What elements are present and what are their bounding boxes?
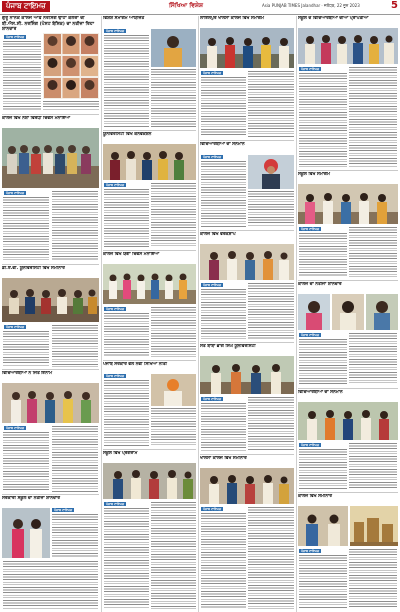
source-badge: ਪੰਜਾਬ ਟਾਇਮਜ਼: [54, 508, 73, 512]
student-portrait: [332, 294, 364, 330]
dateline: Asia PUNJAB TIMES Jalandhar · ਜਲੰਧਰ, 22 ਜੂਨ 2023: [262, 3, 360, 8]
article-text: [104, 380, 149, 446]
source-badge: ਪੰਜਾਬ ਟਾਇਮਜ਼: [203, 155, 222, 159]
college-event-photo: [200, 28, 294, 68]
headline: ਸਕੂਲ ਵਿਖੇ ਪ੍ਰੋਗਰਾਮ: [103, 451, 138, 456]
source-badge: ਪੰਜਾਬ ਟਾਇਮਜ਼: [106, 502, 125, 506]
article-text: [3, 432, 49, 492]
source-badge: ਪੰਜਾਬ ਟਾਇਮਜ਼: [6, 426, 25, 430]
article-text: [3, 41, 41, 111]
article-text: [201, 161, 246, 227]
article-text: [151, 69, 196, 127]
section-rule: [298, 388, 398, 389]
headline: ਸਕੂਲ ਵਿਖੇ ਸਮਾਗਮ: [298, 172, 330, 177]
source-badge: ਪੰਜਾਬ ਟਾਇਮਜ਼: [203, 397, 222, 401]
workshop-photo: [200, 244, 294, 280]
article-text: [3, 197, 49, 261]
article-text: [201, 77, 246, 137]
convocation-photo: [103, 144, 196, 180]
article-text: [299, 73, 347, 167]
headline: ਵਿਦਿਆਰਥੀਆਂ ਨੇ ਜਿੱਤੇ ਇਨਾਮ: [2, 371, 53, 376]
section-rule: [298, 492, 398, 493]
article-text: [299, 339, 347, 385]
article-text: [248, 191, 294, 227]
source-badge: ਪੰਜਾਬ ਟਾਇਮਜ਼: [301, 443, 320, 447]
headline: ਡੀ.ਏ.ਵੀ. ਯੂਨੀਵਰਸਿਟੀ ਵਿਖੇ ਸੈਮੀਨਾਰ: [2, 266, 65, 271]
section-rule: [200, 454, 294, 455]
headline: ਸਕੂਲ ਦੇ ਵਿਦਿਆਰਥੀਆਂ ਦੀਆਂ ਪ੍ਰਾਪਤੀਆਂ: [298, 16, 369, 21]
article-text: [104, 313, 149, 357]
article-text: [52, 514, 98, 558]
column-divider: [101, 16, 102, 612]
newspaper-logo: ਪੰਜਾਬ ਟਾਇਮਜ਼: [2, 1, 50, 12]
headline: ਪੰਜਾਬ ਸਰਕਾਰ ਵੱਲੋਂ ਨਵੀਂ ਸਿੱਖਿਆ ਨੀਤੀ: [103, 362, 167, 367]
article-text: [151, 408, 196, 446]
source-badge: ਪੰਜਾਬ ਟਾਇਮਜ਼: [203, 283, 222, 287]
article-text: [52, 426, 98, 492]
headline: ਸੰਤ ਬਾਬਾ ਭਾਗ ਸਿੰਘ ਯੂਨੀਵਰਸਿਟੀ: [200, 344, 256, 349]
section-rule: [2, 264, 99, 265]
school-function-photo: [298, 184, 398, 224]
headline: ਗੁਰੂ ਨਾਨਕ ਕਾਲਜ ਆਫ ਨਰਸਿੰਗ ਢਾਹਾਂ ਕਲੇਰਾਂ ਦੀ ਬੀ.ਐਸ.ਸੀ. ਨਰਸਿੰਗ (ਪੋਸਟ ਬੇਸਿਕ) ਦਾ ਨਤੀਜਾ ਰਿਹਾ ਸ਼ਾਨਦਾਰ: [2, 16, 95, 33]
seminar-photo: [200, 468, 294, 504]
student-portrait: [366, 294, 398, 330]
article-text: [349, 333, 397, 385]
source-badge: ਪੰਜਾਬ ਟਾਇਮਜ਼: [301, 67, 320, 71]
article-text: [299, 449, 347, 489]
section-rule: [2, 114, 99, 115]
source-badge: ਪੰਜਾਬ ਟਾਇਮਜ਼: [301, 549, 320, 553]
felicitation-photo: [298, 402, 398, 440]
school-achievements-photo: [298, 28, 398, 64]
source-badge: ਪੰਜਾਬ ਟਾਇਮਜ਼: [6, 35, 25, 39]
article-text: [248, 507, 294, 609]
article-text: [201, 403, 246, 451]
headline: ਕਾਲਜ ਵਿਖੇ ਸੈਮੀਨਾਰ: [298, 494, 332, 499]
section-rule: [103, 250, 196, 251]
headline: ਖਾਲਸਾ ਕਾਲਜ ਵਿਖੇ ਸੈਮੀਨਾਰ: [200, 456, 247, 461]
source-badge: ਪੰਜਾਬ ਟਾਇਮਜ਼: [106, 29, 125, 33]
headline: ਕਾਲਜ ਵਿਖੇ ਨਸ਼ਾ ਵਿਰੋਧੀ ਦਿਵਸ ਮਨਾਇਆ: [2, 116, 71, 121]
article-text: [3, 331, 49, 367]
section-rule: [2, 494, 99, 495]
section-rule: [298, 170, 398, 171]
section-rule: [103, 130, 196, 131]
article-text: [43, 101, 99, 111]
article-text: [52, 191, 98, 261]
article-text: [248, 283, 294, 339]
headline: ਕਾਲਜ ਵਿਖੇ ਯੋਗਾ ਦਿਵਸ ਮਨਾਇਆ: [103, 252, 160, 257]
headline: ਯੂਨੀਵਰਸਿਟੀ ਵਿਖੇ ਕਨਵੋਕੇਸ਼ਨ: [103, 132, 152, 137]
official-portrait: [151, 374, 196, 406]
column-divider: [198, 16, 199, 612]
source-badge: ਪੰਜਾਬ ਟਾਇਮਜ਼: [6, 191, 25, 195]
university-photo: [200, 356, 294, 394]
group-photo: [2, 128, 99, 188]
section-rule: [298, 280, 398, 281]
headline: ਲਾਇਲਪੁਰ ਖਾਲਸਾ ਕਾਲਜ ਵਿਖੇ ਸਮਾਗਮ: [200, 16, 264, 21]
goods-photo: [350, 506, 398, 546]
students-photo: [2, 383, 99, 423]
article-text: [151, 307, 196, 357]
source-badge: ਪੰਜਾਬ ਟਾਇਮਜ਼: [6, 325, 25, 329]
source-badge: ਪੰਜਾਬ ਟਾਇਮਜ਼: [301, 333, 320, 337]
article-text: [52, 325, 98, 367]
article-text: [104, 508, 149, 609]
article-text: [349, 67, 397, 167]
headline: ਵਿਦਿਆਰਥੀਆਂ ਦਾ ਸਨਮਾਨ: [298, 390, 343, 395]
section-rule: [103, 449, 196, 450]
section-rule: [2, 369, 99, 370]
headline: ਵਿਸ਼ੇਸ਼ ਸਮਾਗਮ ਆਯੋਜਿਤ: [103, 16, 145, 21]
source-badge: ਪੰਜਾਬ ਟਾਇਮਜ਼: [203, 71, 222, 75]
section-rule: [103, 360, 196, 361]
student-portrait: [298, 294, 330, 330]
headline: ਕਾਲਜ ਦਾ ਨਤੀਜਾ ਸ਼ਾਨਦਾਰ: [298, 282, 342, 287]
article-text: [201, 289, 246, 339]
turbaned-official-photo: [248, 155, 294, 189]
source-badge: ਪੰਜਾਬ ਟਾਇਮਜ਼: [106, 183, 125, 187]
article-text: [349, 443, 397, 489]
page-number: 5: [391, 0, 398, 11]
article-text: [299, 233, 347, 277]
article-text: [248, 71, 294, 137]
article-text: [349, 549, 397, 609]
source-badge: ਪੰਜਾਬ ਟਾਇਮਜ਼: [106, 374, 125, 378]
section-rule: [200, 140, 294, 141]
masthead: [0, 0, 400, 15]
seminar-photo: [298, 506, 348, 546]
headline: ਵਿਦਿਆਰਥੀਆਂ ਦਾ ਸਨਮਾਨ: [200, 142, 245, 147]
section-name: ਸਿੱਖਿਆ ਵਿਸ਼ੇਸ਼: [169, 2, 203, 9]
source-badge: ਪੰਜਾਬ ਟਾਇਮਜ਼: [106, 307, 125, 311]
article-text: [299, 555, 347, 609]
article-text: [151, 183, 196, 247]
article-text: [349, 227, 397, 277]
article-text: [201, 513, 246, 609]
source-badge: ਪੰਜਾਬ ਟਾਇਮਜ਼: [203, 507, 222, 511]
article-text: [104, 35, 149, 127]
source-badge: ਪੰਜਾਬ ਟਾਇਮਜ਼: [301, 227, 320, 231]
section-rule: [200, 342, 294, 343]
article-text: [3, 561, 98, 609]
award-photo: [2, 508, 50, 558]
graduates-photo-grid: [43, 33, 99, 99]
portrait-photo: [151, 29, 196, 67]
article-text: [248, 397, 294, 451]
section-rule: [200, 230, 294, 231]
yoga-day-photo: [103, 264, 196, 304]
article-text: [151, 502, 196, 609]
headline: ਸਰਕਾਰੀ ਸਕੂਲ ਦਾ ਨਤੀਜਾ ਸ਼ਾਨਦਾਰ: [2, 496, 60, 501]
headline: ਕਾਲਜ ਵਿਖੇ ਵਰਕਸ਼ਾਪ: [200, 232, 236, 237]
event-photo: [2, 278, 99, 322]
article-text: [104, 189, 149, 247]
school-event-photo: [103, 463, 196, 499]
column-divider: [296, 16, 297, 612]
